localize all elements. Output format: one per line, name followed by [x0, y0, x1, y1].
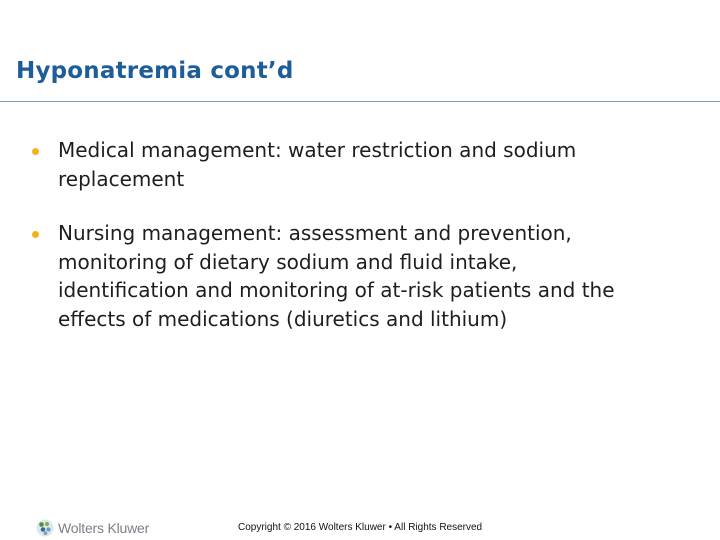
wolters-kluwer-logo-icon — [36, 519, 54, 537]
slide-title: Hyponatremia cont’d — [16, 58, 294, 84]
publisher-logo — [36, 519, 149, 537]
title-divider — [0, 101, 720, 102]
bullet-item — [28, 219, 648, 333]
copyright-notice: Copyright © 2016 Wolters Kluwer • All Rights Reserved — [238, 522, 483, 533]
logo-text: Wolters Kluwer — [58, 520, 150, 536]
bullet-dot-icon — [32, 148, 39, 155]
bullet-dot-icon — [32, 231, 39, 238]
bullet-item — [28, 136, 618, 193]
bullet-text: Nursing management: assessment and prevention, monitoring of dietary sodium and fluid intake, identification and monitoring of at-risk patients and the effects of medications (diuretics and lithium) — [58, 221, 615, 331]
bullet-list — [28, 136, 678, 359]
bullet-text: Medical management: water restriction and sodium replacement — [58, 138, 577, 191]
